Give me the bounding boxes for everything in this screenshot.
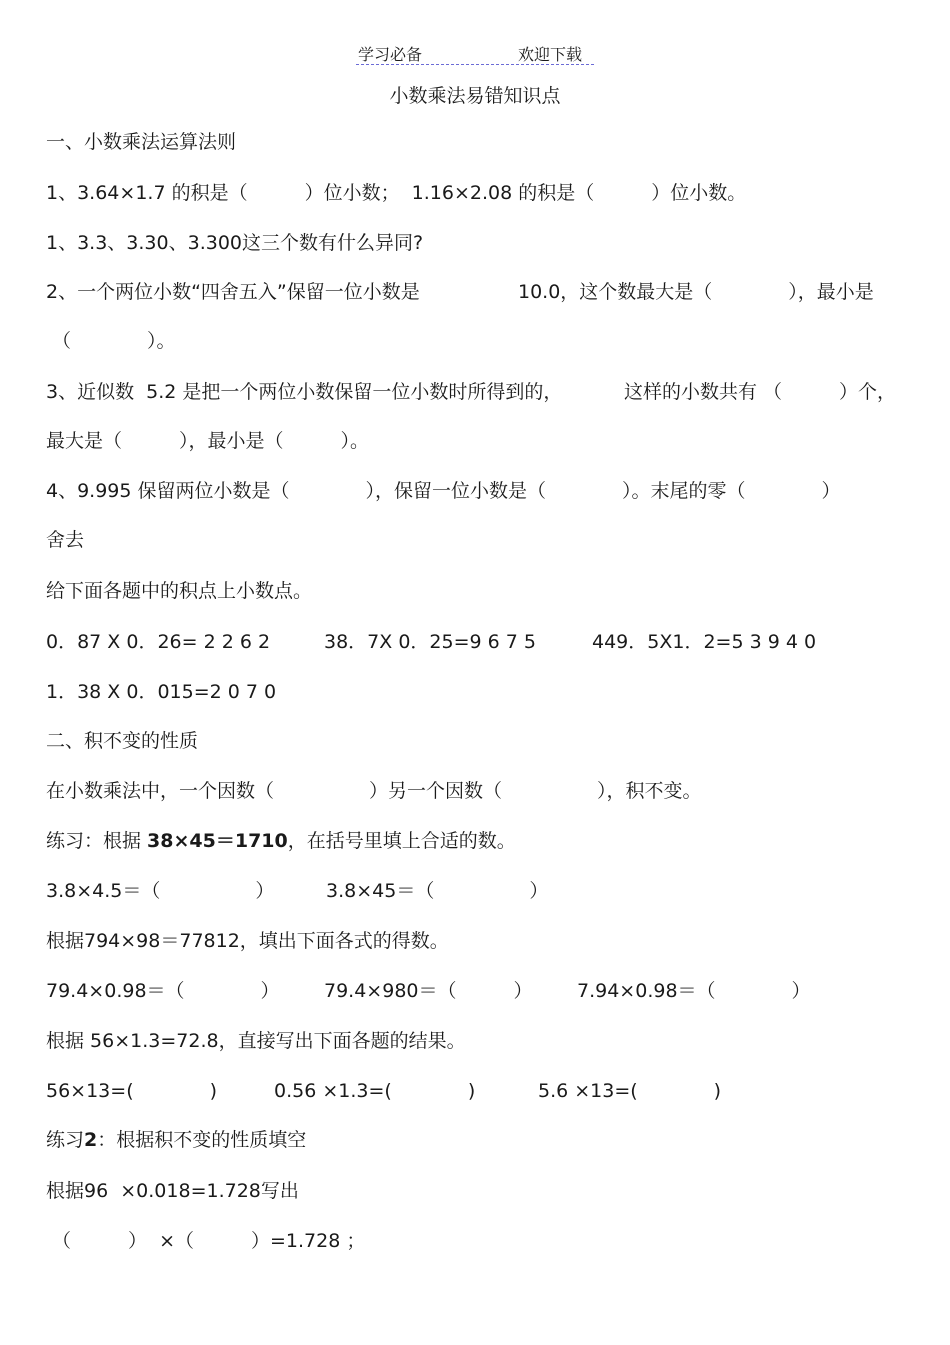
exercise-3-heading: 根据 56×1.3=72.8，直接写出下面各题的结果。 xyxy=(46,1030,466,1052)
exercise-2-item-b: 79.4×980＝（ ） xyxy=(324,980,533,1002)
question-3-part1: 3、近似数 5.2 是把一个两位小数保留一位小数时所得到的， xyxy=(46,381,563,403)
exercise-1-equation: 38×45＝1710 xyxy=(147,830,288,852)
exercise-4-suffix: ：根据积不变的性质填空 xyxy=(97,1129,307,1151)
question-3-part2: 这样的小数共有 （ ）个， xyxy=(624,381,897,403)
exercise-3-item-c: 5.6 ×13=( ) xyxy=(538,1080,722,1102)
exercise-2-item-a: 79.4×0.98＝（ ） xyxy=(46,980,280,1002)
section1-heading: 一、小数乘法运算法则 xyxy=(46,131,237,153)
decimal-exercise-2: 38．7X 0．25=9 6 7 5 xyxy=(324,631,536,653)
decimal-exercise-1: 0．87 X 0．26= 2 2 6 2 xyxy=(46,631,271,653)
decimal-point-heading: 给下面各题中的积点上小数点。 xyxy=(46,580,313,602)
decimal-exercise-3: 449．5X1．2=5 3 9 4 0 xyxy=(592,631,817,653)
exercise-4-heading xyxy=(46,1127,306,1153)
exercise-1-heading xyxy=(46,828,516,854)
question-2-part1: 2、一个两位小数“四舍五入”保留一位小数是 xyxy=(46,281,420,303)
exercise-4-prefix: 练习 xyxy=(46,1129,85,1151)
question-1b: 1、3.3、3.30、3.300这三个数有什么异同? xyxy=(46,232,424,254)
exercise-2-heading: 根据794×98＝77812，填出下面各式的得数。 xyxy=(46,930,449,952)
page-header xyxy=(356,40,594,65)
page-title: 小数乘法易错知识点 xyxy=(389,85,561,107)
question-1a: 1、3.64×1.7 的积是（ ）位小数； 1.16×2.08 的积是（ ）位小数。 xyxy=(46,182,747,204)
header-left-text: 学习必备 xyxy=(358,45,423,64)
exercise-1-item-b: 3.8×45＝（ ） xyxy=(326,880,549,902)
header-right-text: 欢迎下载 xyxy=(518,45,583,64)
exercise-2-item-c: 7.94×0.98＝（ ） xyxy=(577,980,811,1002)
exercise-4-instruction: 根据96 ×0.018=1.728写出 xyxy=(46,1180,299,1202)
exercise-1-item-a: 3.8×4.5＝（ ） xyxy=(46,880,275,902)
decimal-exercise-4: 1．38 X 0．015=2 0 7 0 xyxy=(46,681,277,703)
question-2-part2: 10.0，这个数最大是（ ），最小是 xyxy=(518,281,874,303)
exercise-4-number: 2 xyxy=(84,1129,98,1151)
question-4-part2: 舍去 xyxy=(46,529,85,551)
exercise-4-item-a: （ ） ×（ ）=1.728 ； xyxy=(52,1230,366,1252)
exercise-1-prefix: 练习：根据 xyxy=(46,830,148,852)
section2-heading: 二、积不变的性质 xyxy=(46,730,199,752)
question-2-part3: （ ）。 xyxy=(52,330,176,352)
question-4-part1: 4、9.995 保留两位小数是（ ），保留一位小数是（ ）。末尾的零（ ） xyxy=(46,480,841,502)
question-3-part3: 最大是（ ），最小是（ ）。 xyxy=(46,430,370,452)
section2-rule: 在小数乘法中，一个因数（ ）另一个因数（ ），积不变。 xyxy=(46,780,702,802)
exercise-3-item-b: 0.56 ×1.3=( ) xyxy=(274,1080,476,1102)
exercise-1-suffix: ，在括号里填上合适的数。 xyxy=(287,830,516,852)
exercise-3-item-a: 56×13=( ) xyxy=(46,1080,218,1102)
